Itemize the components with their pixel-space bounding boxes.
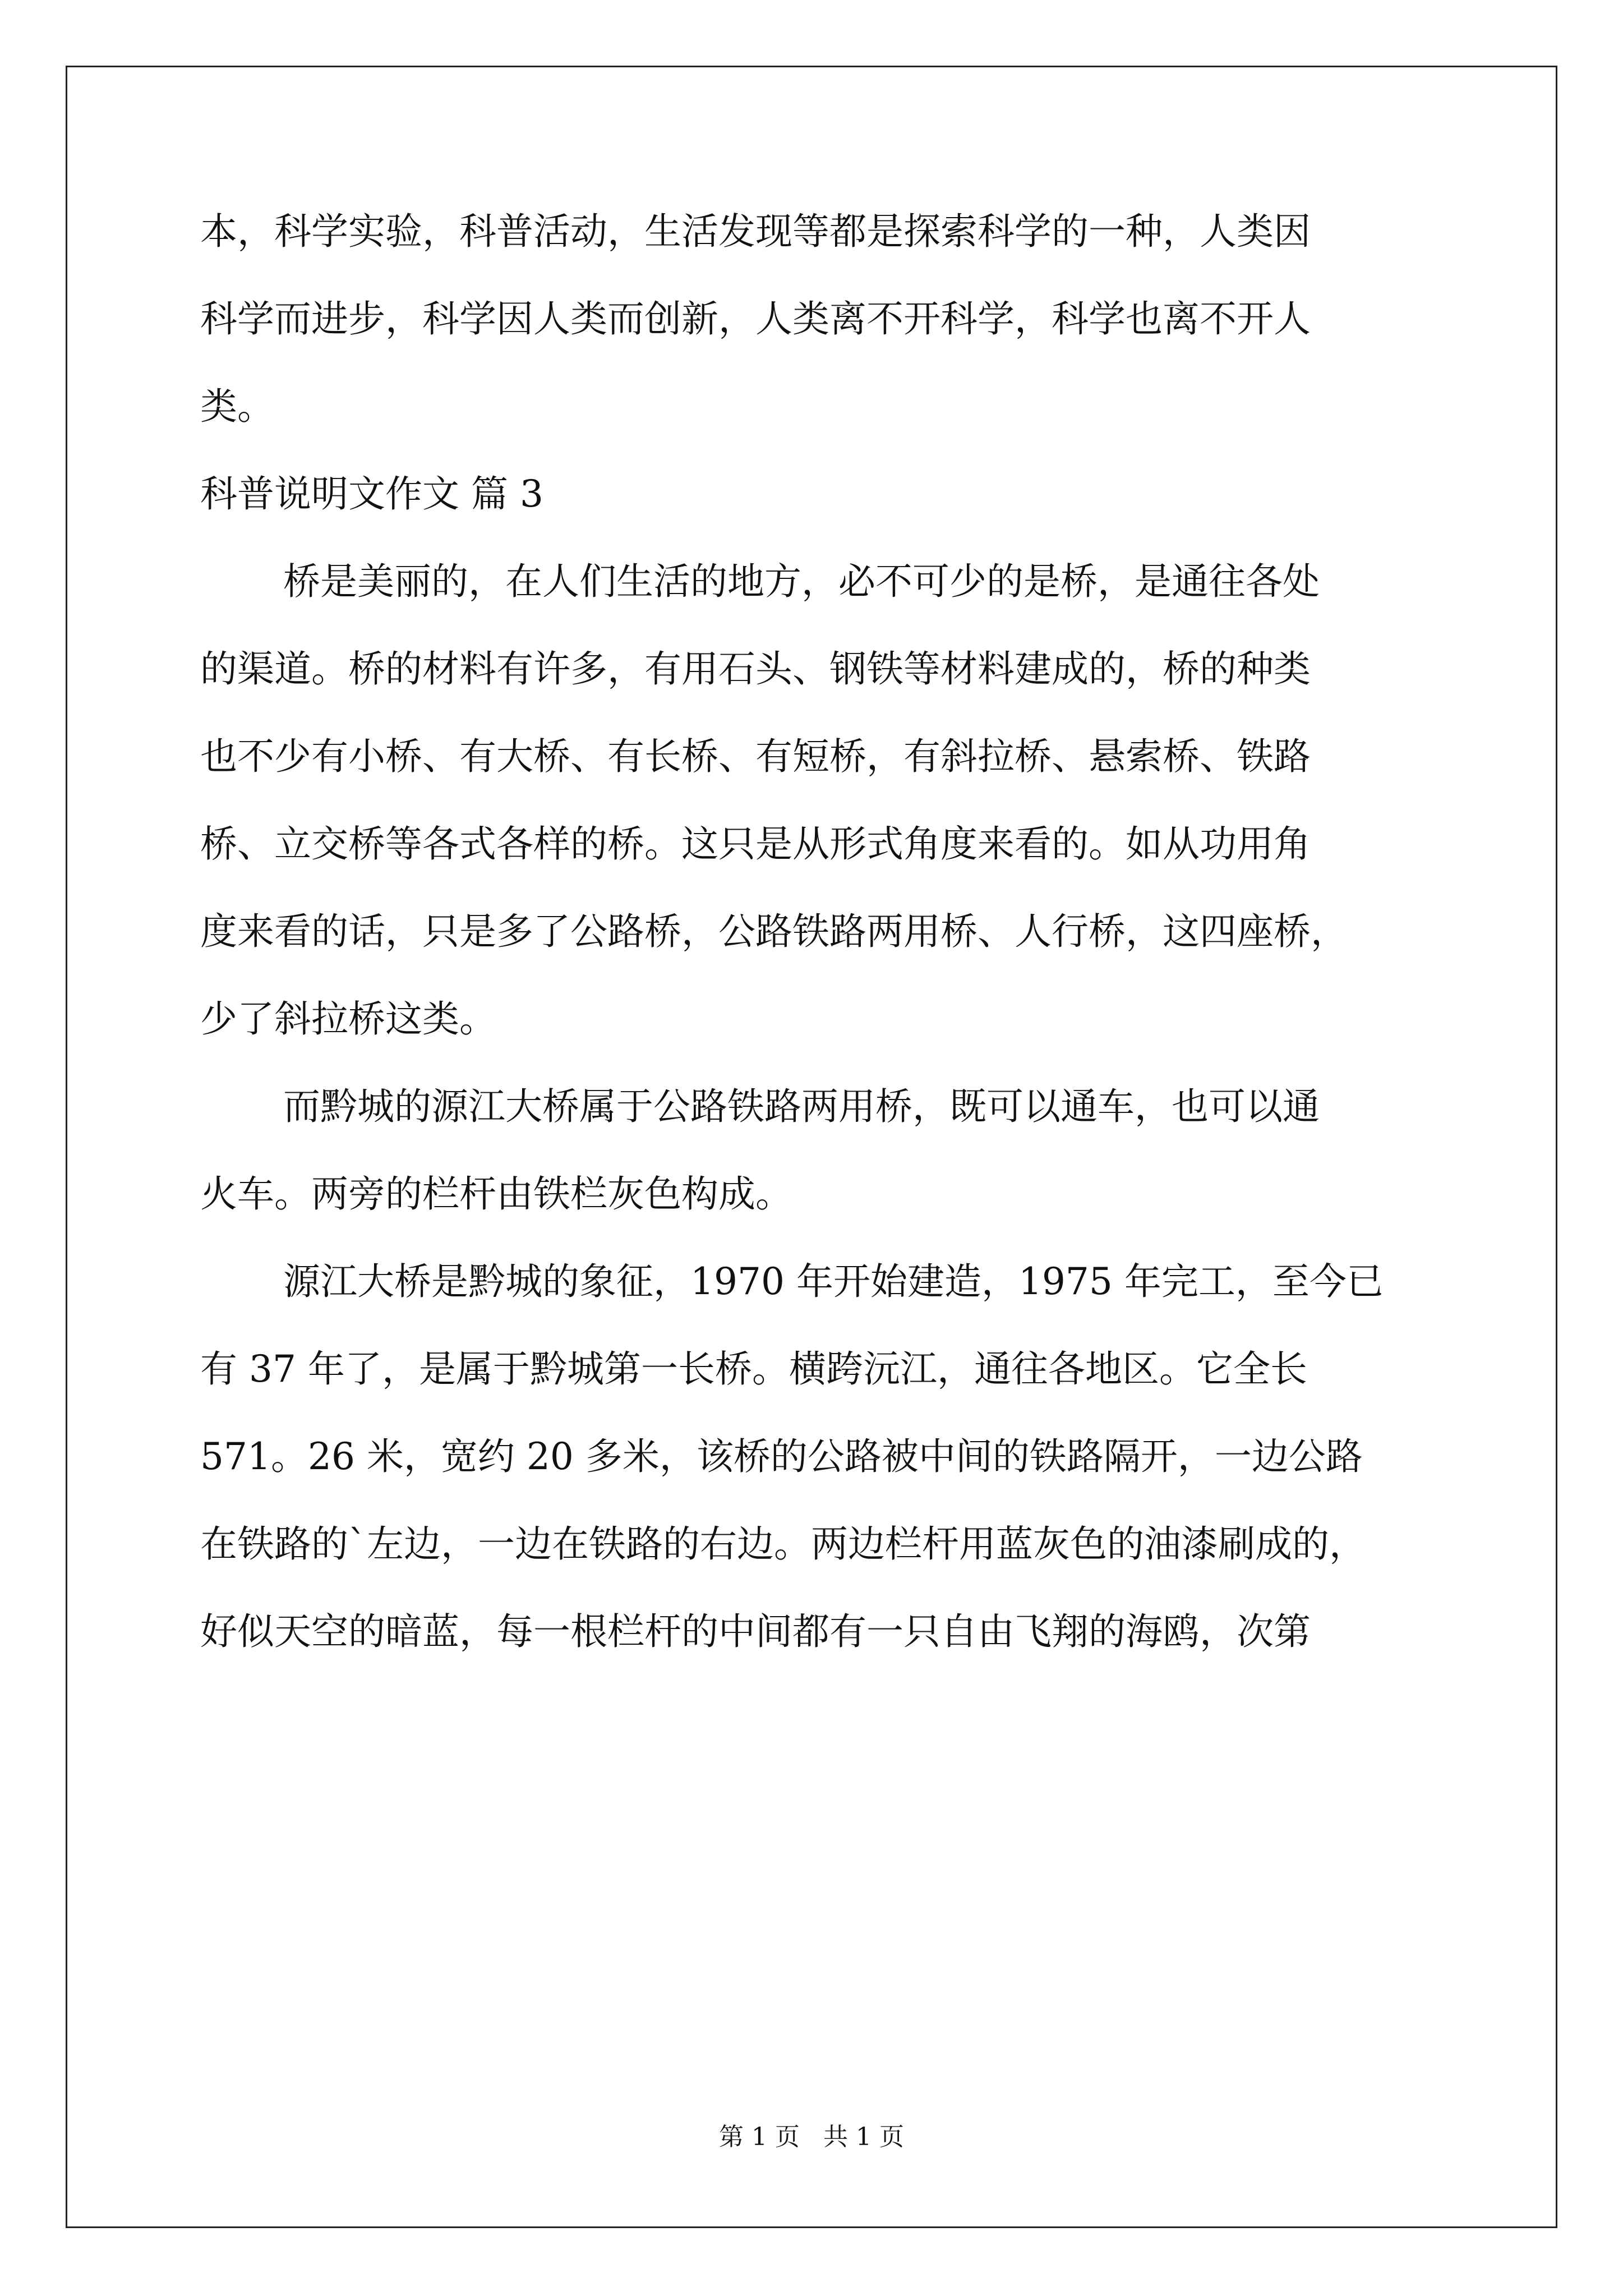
text-line: 桥是美丽的，在人们生活的地方，必不可少的是桥，是通往各处 — [283, 560, 1320, 603]
text-line: 类。 — [200, 385, 274, 428]
page-footer: 第 1 页 共 1 页 — [719, 2123, 904, 2151]
section-heading: 科普说明文作文 篇 3 — [200, 472, 543, 516]
text-line: 在铁路的`左边，一边在铁路的右边。两边栏杆用蓝灰色的油漆刷成的， — [200, 1522, 1366, 1566]
document-body — [200, 210, 1440, 1653]
text-line: 桥、立交桥等各式各样的桥。这只是从形式角度来看的。如从功用角 — [200, 822, 1311, 866]
text-line: 有 37 年了，是属于黔城第一长桥。横跨沅江，通往各地区。它全长 — [200, 1347, 1307, 1391]
text-line: 571。26 米，宽约 20 多米，该桥的公路被中间的铁路隔开，一边公路 — [200, 1435, 1363, 1478]
text-line: 的渠道。桥的材料有许多，有用石头、钢铁等材料建成的，桥的种类 — [200, 647, 1311, 691]
text-line: 科学而进步，科学因人类而创新，人类离不开科学，科学也离不开人 — [200, 297, 1311, 341]
text-line: 也不少有小桥、有大桥、有长桥、有短桥，有斜拉桥、悬索桥、铁路 — [200, 735, 1311, 778]
text-line: 而黔城的源江大桥属于公路铁路两用桥，既可以通车，也可以通 — [283, 1085, 1320, 1128]
text-line: 本，科学实验，科普活动，生活发现等都是探索科学的一种，人类因 — [200, 210, 1311, 253]
text-line: 度来看的话，只是多了公路桥，公路铁路两用桥、人行桥，这四座桥， — [200, 910, 1348, 953]
text-line: 源江大桥是黔城的象征，1970 年开始建造，1975 年完工，至今已 — [283, 1260, 1384, 1303]
text-line: 少了斜拉桥这类。 — [200, 997, 496, 1041]
text-line: 好似天空的暗蓝，每一根栏杆的中间都有一只自由飞翔的海鸥，次第 — [200, 1610, 1311, 1653]
text-line: 火车。两旁的栏杆由铁栏灰色构成。 — [200, 1172, 792, 1216]
